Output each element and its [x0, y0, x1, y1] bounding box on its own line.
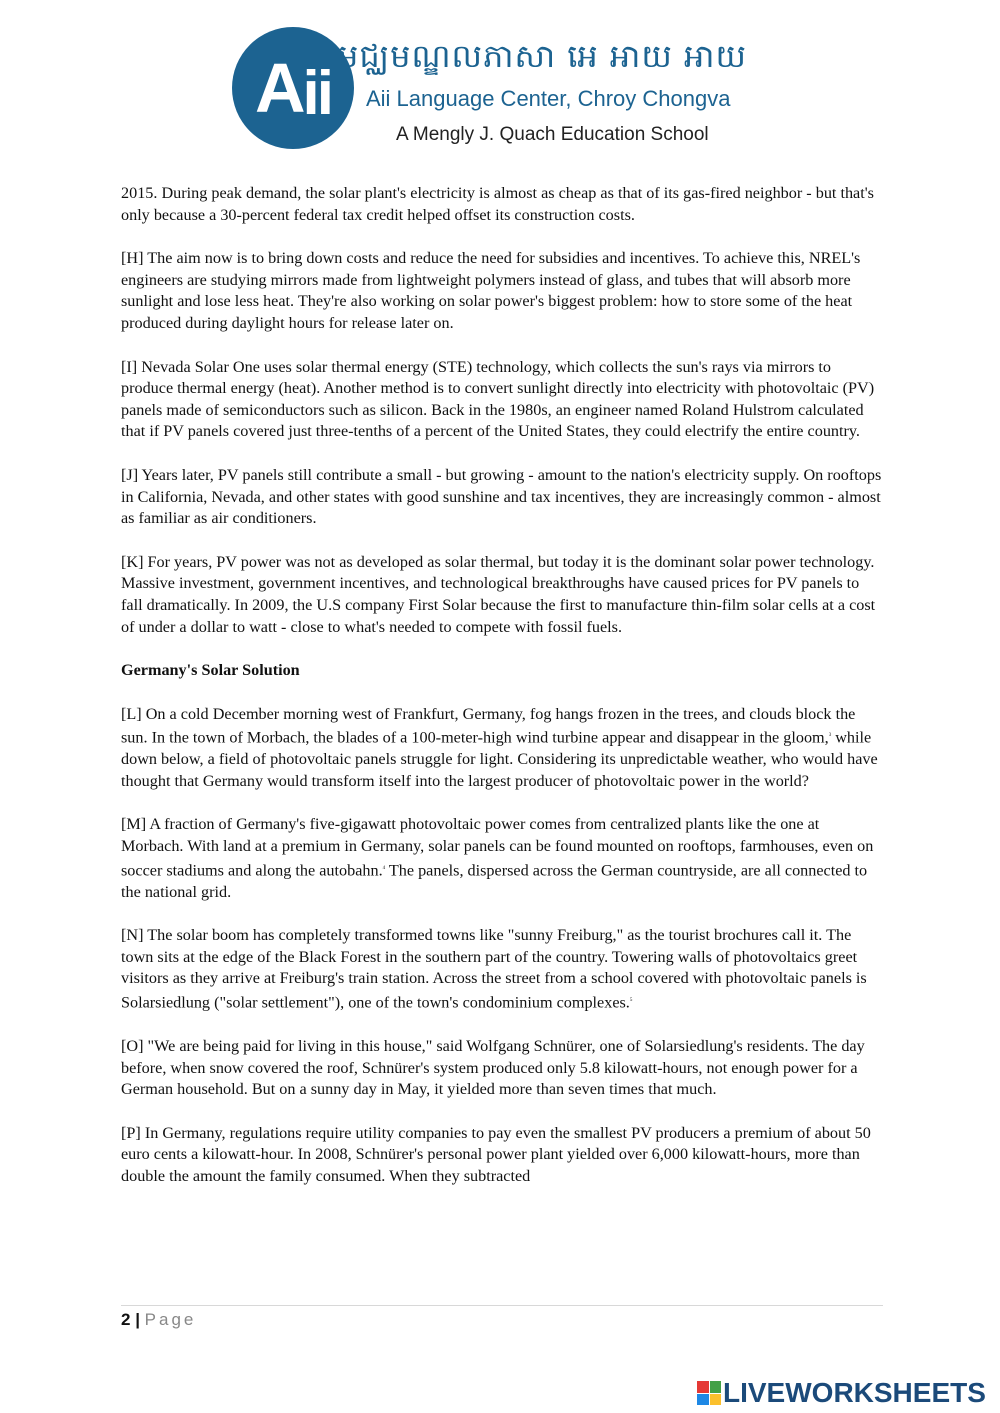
center-name: Aii Language Center, Chroy Chongva [366, 86, 731, 111]
paragraph-l-text-a: [L] On a cold December morning west of Frankfurt, Germany, fog hangs frozen in the trees, and clouds block the sun. In the town of Morbach, the blades of a 100-meter-high wind turbine appear and disappear in the gloom, [121, 704, 856, 747]
footnote-marker: 3 [828, 733, 832, 739]
school-name: A Mengly J. Quach Education School [396, 124, 709, 145]
logo-letter-a: A [254, 49, 303, 127]
liveworksheets-icon-square [697, 1381, 709, 1393]
page-footer [121, 1310, 196, 1330]
footer-divider [121, 1305, 883, 1306]
paragraph-l [121, 704, 883, 793]
liveworksheets-watermark [697, 1378, 986, 1408]
paragraph-o: [O] "We are being paid for living in this house," said Wolfgang Schnürer, one of Solarsiedlung's residents. The day before, when snow covered the roof, Schnürer's system produced only 5.8 kilowatt-hours, not enough power for a German household. But on a sunny day in May, it yielded more than seven times that much. [121, 1036, 865, 1099]
paragraph-l-text-b: while down below, a field of photovoltaic panels struggle for light. Considering its unpredictable weather, who would have thought that Germany would transform itself into the largest producer of photovoltaic power in the world? [121, 728, 878, 790]
paragraph-j: [J] Years later, PV panels still contribute a small - but growing - amount to the nation's electricity supply. On rooftops in California, Nevada, and other states with good sunshine and tax incentives, they are increasingly common - almost as familiar as air conditioners. [121, 465, 882, 528]
paragraph-i: [I] Nevada Solar One uses solar thermal energy (STE) technology, which collects the sun's rays via mirrors to produce thermal energy (heat). Another method is to convert sunlight directly into electricity with photovoltaic (PV) panels made of semiconductors such as silicon. Back in the 1980s, an engineer named Roland Hulstrom calculated that if PV panels covered just three-tenths of a percent of the United States, they could electrify the entire country. [121, 357, 875, 441]
footnote-marker: 4 [382, 865, 386, 871]
paragraph-n-text: [N] The solar boom has completely transformed towns like "sunny Freiburg," as the tourist brochures call it. The town sits at the edge of the Black Forest in the southern part of the country. Towering walls of photovoltaics greet visitors as they arrive at Freiburg's train station. Across the street from a school covered with photovoltaic panels is Solarsiedlung ("solar settlement"), one of the town's condominium complexes. [121, 926, 867, 1012]
paragraph-h: [H] The aim now is to bring down costs and reduce the need for subsidies and incentives. To achieve this, NREL's engineers are studying mirrors made from lightweight polymers instead of glass, and tubes that will absorb more sunlight and lose less heat. They're also working on solar power's biggest problem: how to store some of the heat produced during daylight hours for release later on. [121, 249, 861, 332]
khmer-center-title: មជ្ឈមណ្ឌលភាសា អេ អាយ អាយ [338, 37, 747, 75]
footer-separator: | [130, 1310, 145, 1329]
paragraph-continued: 2015. During peak demand, the solar plant's electricity is almost as cheap as that of its gas-fired neighbor - but that's only because a 30-percent federal tax credit helped offset its construction costs. [121, 184, 874, 224]
aii-logo [232, 27, 354, 149]
liveworksheets-icon-square [710, 1381, 722, 1393]
page-label: Page [144, 1310, 197, 1329]
section-heading: Germany's Solar Solution [121, 661, 300, 680]
logo-letters-ii: ii [302, 58, 331, 128]
document-body [121, 183, 883, 1210]
liveworksheets-icon-square [697, 1394, 709, 1406]
liveworksheets-icon [697, 1381, 721, 1405]
paragraph-k: [K] For years, PV power was not as developed as solar thermal, but today it is the dominant solar power technology. Massive investment, government incentives, and technological breakthroughs have caused prices for PV panels to fall dramatically. In 2009, the U.S company First Solar because the first to manufacture thin-film solar cells at a cost of under a dollar to watt - close to what's needed to compete with fossil fuels. [121, 552, 876, 636]
paragraph-m [121, 814, 883, 903]
paragraph-p: [P] In Germany, regulations require utility companies to pay even the smallest PV producers a premium of about 50 euro cents a kilowatt-hour. In 2008, Schnürer's personal power plant yielded over 6,000 kilowatt-hours, more than double the amount the family consumed. When they subtracted [121, 1123, 871, 1185]
paragraph-m-text-b: The panels, dispersed across the German countryside, are all connected to the national grid. [121, 861, 868, 901]
liveworksheets-icon-square [710, 1394, 722, 1406]
paragraph-m-text-a: [M] A fraction of Germany's five-gigawatt photovoltaic power comes from centralized plants like the one at Morbach. With land at a premium in Germany, solar panels can be found mounted on rooftops, farmhouses, even on soccer stadiums and along the autobahn. [121, 815, 874, 880]
liveworksheets-brand: LIVEWORKSHEETS [723, 1377, 986, 1408]
page-number: 2 [121, 1310, 131, 1329]
paragraph-n [121, 925, 883, 1014]
footnote-marker: 5 [629, 998, 633, 1003]
page-header [0, 0, 1000, 180]
